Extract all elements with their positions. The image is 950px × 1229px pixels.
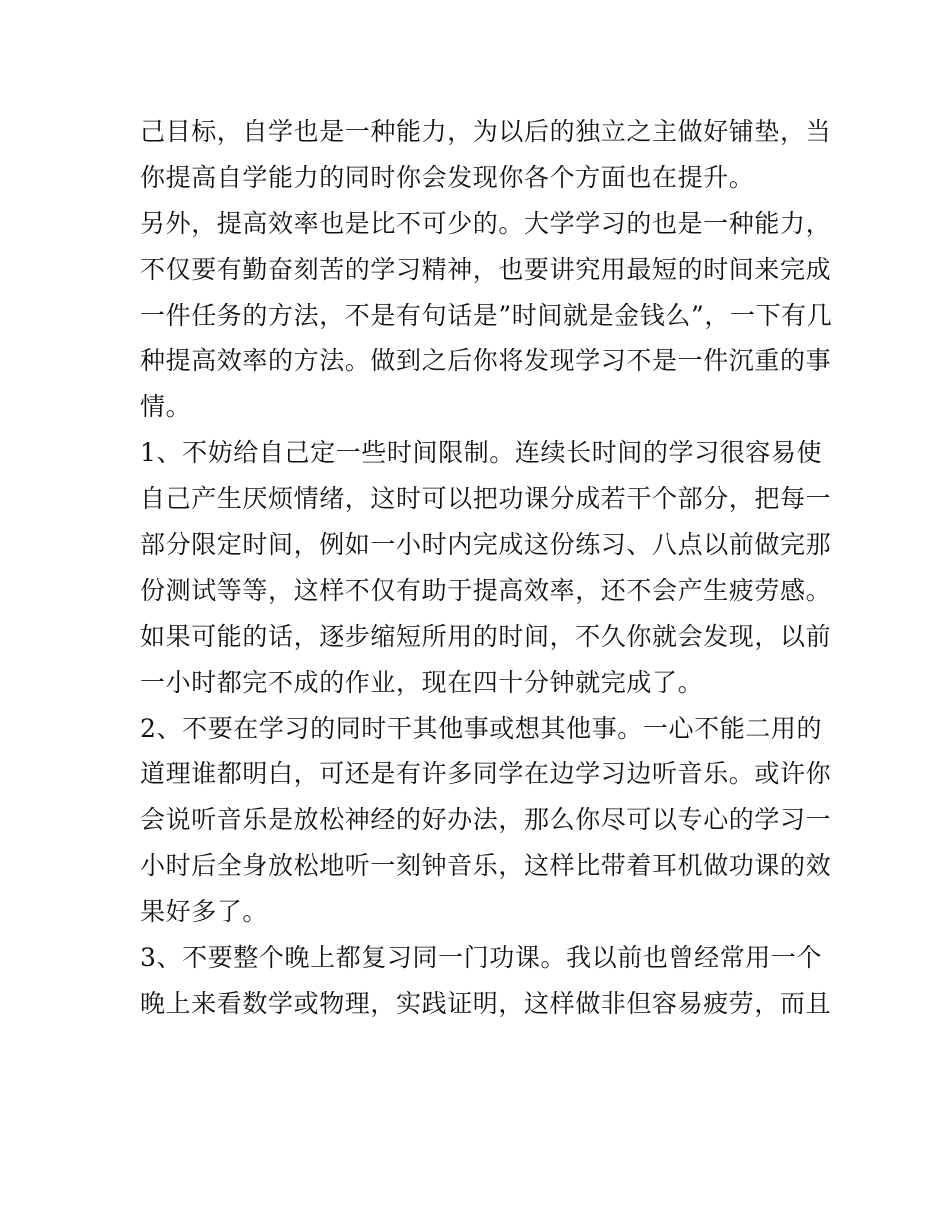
text-line: 份测试等等，这样不仅有助于提高效率，还不会产生疲劳感。 <box>140 575 832 605</box>
body-text <box>140 109 833 1027</box>
text-line: 己目标，自学也是一种能力，为以后的独立之主做好铺垫，当 <box>140 117 832 146</box>
text-line: 另外，提高效率也是比不可少的。大学学习的也是一种能力， <box>140 208 832 238</box>
text-line: 不仅要有勤奋刻苦的学习精神，也要讲究用最短的时间来完成 <box>140 254 832 284</box>
text-line: 晚上来看数学或物理，实践证明，这样做非但容易疲劳，而且 <box>140 988 832 1018</box>
text-line: 情。 <box>140 392 192 422</box>
text-line: 小时后全身放松地听一刻钟音乐，这样比带着耳机做功课的效 <box>140 851 832 881</box>
text-line: 一小时都完不成的作业，现在四十分钟就完成了。 <box>140 667 704 697</box>
text-line: 种提高效率的方法。做到之后你将发现学习不是一件沉重的事 <box>140 346 832 376</box>
text-line: 一件任务的方法，不是有句话是”时间就是金钱么”，一下有几 <box>140 300 833 330</box>
text-line: 道理谁都明白，可还是有许多同学在边学习边听音乐。或许你 <box>140 759 832 789</box>
text-line: 你提高自学能力的同时你会发现你各个方面也在提升。 <box>140 162 755 192</box>
text-line: 部分限定时间，例如一小时内完成这份练习、八点以前做完那 <box>140 530 832 560</box>
text-line: 果好多了。 <box>140 897 269 927</box>
text-line: 3、不要整个晚上都复习同一门功课。我以前也曾经常用一个 <box>140 943 823 973</box>
text-line: 2、不要在学习的同时干其他事或想其他事。一心不能二用的 <box>140 713 823 743</box>
text-line: 自己产生厌烦情绪，这时可以把功课分成若干个部分，把每一 <box>140 484 832 514</box>
text-line: 1、不妨给自己定一些时间限制。连续长时间的学习很容易使 <box>140 438 823 468</box>
text-line: 会说听音乐是放松神经的好办法，那么你尽可以专心的学习一 <box>140 805 832 835</box>
text-line: 如果可能的话，逐步缩短所用的时间，不久你就会发现，以前 <box>140 621 832 651</box>
